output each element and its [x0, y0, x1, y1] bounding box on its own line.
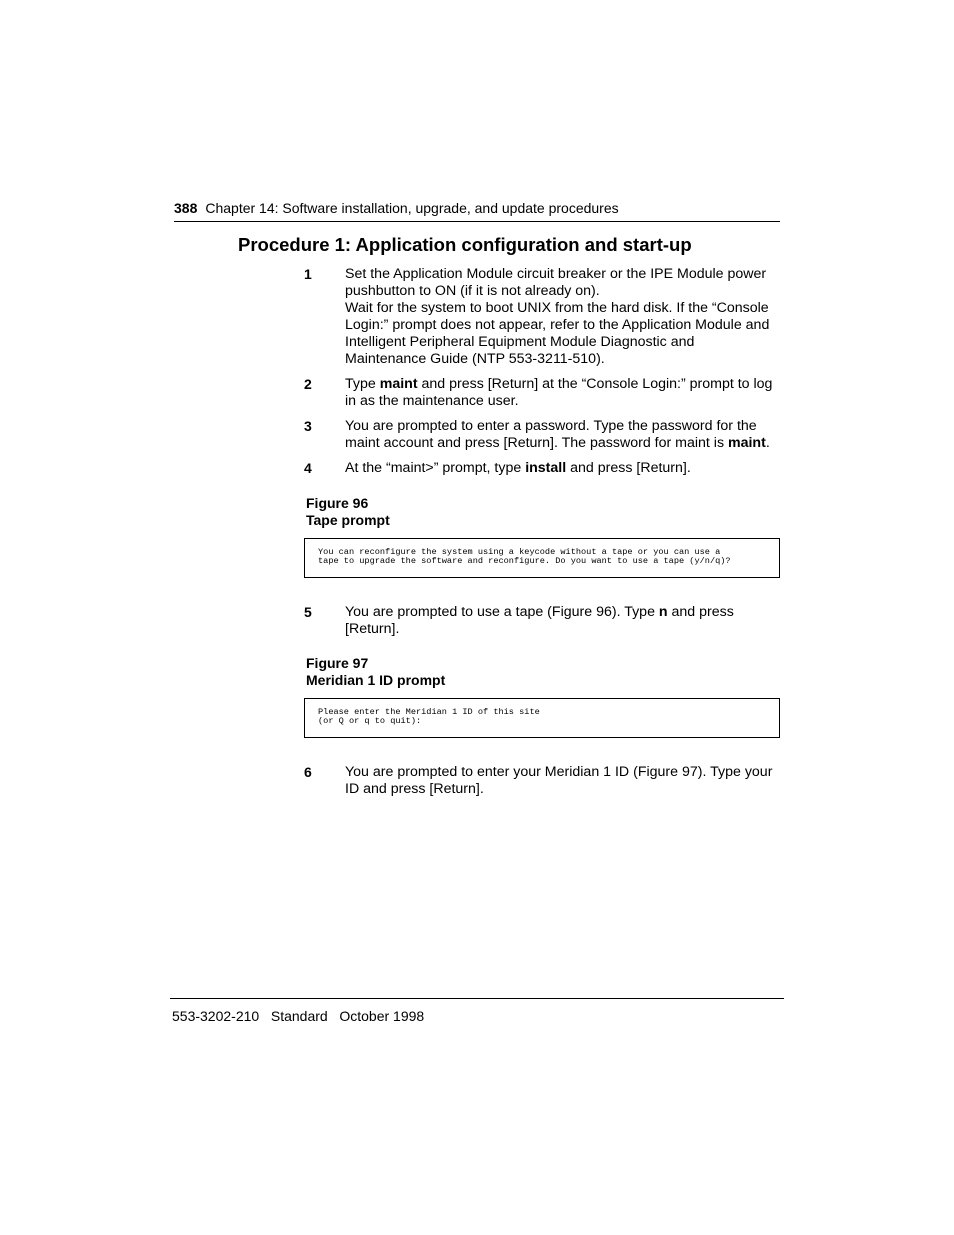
figure-label: Figure 96 [306, 495, 369, 511]
password-keyword: maint [727, 435, 766, 451]
step-text [345, 266, 785, 368]
step-line: Wait for the system to boot UNIX from the hard disk. If the “Console [345, 300, 769, 316]
step-text: You are prompted to enter a password. Type the password for the maint account and press [Return]. The password for maint is maint. [345, 418, 770, 451]
step-number: 1 [304, 266, 312, 282]
step-number: 4 [304, 460, 312, 476]
procedure-title: Procedure 1: Application configuration and start-up [238, 234, 692, 255]
command-keyword: install [525, 460, 567, 476]
step-text: You are prompted to use a tape (Figure 96). Type n and press [Return]. [345, 604, 734, 637]
figure-label: Figure 97 [306, 655, 369, 671]
step-text: Type maint and press [Return] at the “Console Login:” prompt to log in as the maintenance user. [345, 376, 773, 409]
step-number: 2 [304, 376, 312, 392]
step-line: Intelligent Peripheral Equipment Module Diagnostic and [345, 334, 695, 350]
terminal-output-box [304, 698, 780, 738]
step-number: 6 [304, 764, 312, 780]
running-footer [172, 1008, 424, 1024]
header-rule [174, 221, 780, 222]
terminal-text: Please enter the Meridian 1 ID of this site (or Q or q to quit): [318, 707, 540, 726]
figure-caption [306, 495, 390, 529]
step-line: pushbutton to ON (if it is not already on). [345, 283, 600, 299]
step-line: Login:” prompt does not appear, refer to the Application Module and [345, 317, 770, 333]
terminal-output-box [304, 538, 780, 578]
page-number: 388 [174, 200, 198, 216]
step-line: Maintenance Guide (NTP 553-3211-510). [345, 351, 605, 367]
footer-rule [170, 998, 784, 999]
document-number: 553-3202-210 [172, 1008, 260, 1024]
document-status: Standard [270, 1008, 328, 1024]
command-keyword: maint [379, 376, 418, 392]
publication-date: October 1998 [339, 1008, 425, 1024]
step-line: Set the Application Module circuit breaker or the IPE Module power [345, 266, 767, 282]
step-text: At the “maint>” prompt, type install and press [Return]. [345, 460, 691, 476]
terminal-text: You can reconfigure the system using a keycode without a tape or you can use a tape to upgrade the software and reconfigure. Do you want to use a tape (y/n/q)? [318, 547, 731, 566]
step-text: You are prompted to enter your Meridian 1 ID (Figure 97). Type your ID and press [Return]. [345, 764, 773, 797]
figure-caption [306, 655, 445, 689]
step-number: 5 [304, 604, 312, 620]
chapter-title: Chapter 14: Software installation, upgrade, and update procedures [205, 200, 619, 216]
figure-title: Meridian 1 ID prompt [306, 672, 446, 688]
running-header [174, 200, 619, 216]
command-keyword: n [658, 604, 668, 620]
step-number: 3 [304, 418, 312, 434]
figure-title: Tape prompt [306, 512, 390, 528]
